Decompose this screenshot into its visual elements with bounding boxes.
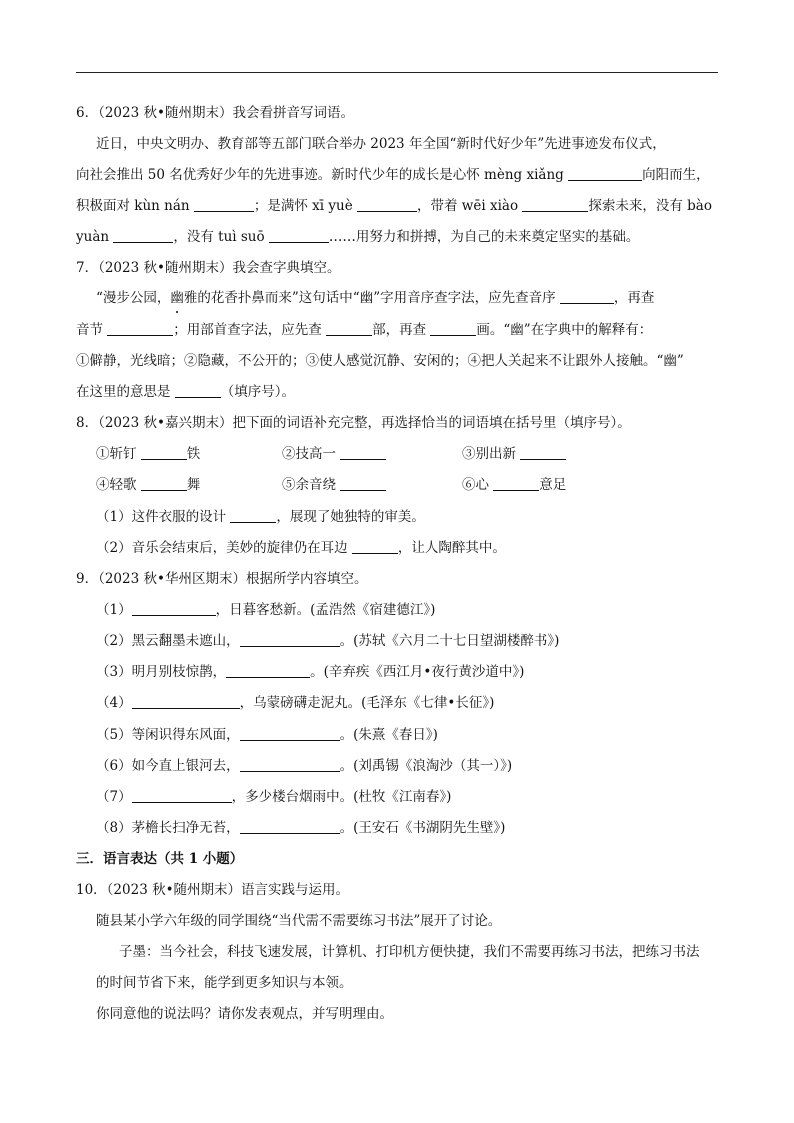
section-heading-3: 三．语言表达（共 1 小题） bbox=[76, 851, 244, 867]
q7-heading: 7．（2023 秋•随州期末）我会查字典填空。 bbox=[76, 260, 341, 276]
q9-item-7: （7） ，多少楼台烟雨中。(杜牧《江南春》) bbox=[96, 789, 452, 805]
q9-heading: 9．（2023 秋•华州区期末）根据所学内容填空。 bbox=[76, 571, 368, 587]
answer-blank[interactable] bbox=[240, 756, 340, 772]
answer-blank[interactable] bbox=[430, 320, 476, 336]
idiom-item: ③别出新 bbox=[462, 442, 566, 466]
q9-item-2: （2）黑云翻墨未遮山， 。(苏轼《六月二十七日望湖楼醉书》) bbox=[96, 633, 560, 649]
q7-line-2: 音节 ；用部首查字法，应先查 部，再查 画。“幽”在字典中的解释有： bbox=[76, 322, 653, 338]
answer-blank[interactable] bbox=[568, 165, 642, 181]
answer-blank[interactable] bbox=[522, 196, 588, 212]
idiom-item: ①斩钉 铁 bbox=[96, 446, 201, 462]
q10-line-4: 你同意他的说法吗？请你发表观点，并写明理由。 bbox=[96, 1006, 393, 1022]
answer-blank[interactable] bbox=[141, 444, 187, 460]
answer-blank[interactable] bbox=[141, 475, 187, 491]
answer-blank[interactable] bbox=[226, 662, 310, 678]
q9-item-1: （1） ，日暮客愁新。(孟浩然《宿建德江》) bbox=[96, 602, 436, 618]
q10-line-1: 随县某小学六年级的同学围绕“当代需不需要练习书法”展开了讨论。 bbox=[96, 913, 502, 929]
idiom-item: ⑤余音绕 bbox=[282, 473, 386, 497]
answer-blank[interactable] bbox=[240, 818, 340, 834]
q8-sentence-1: （1）这件衣服的设计 ，展现了她独特的审美。 bbox=[96, 509, 425, 525]
answer-blank[interactable] bbox=[520, 444, 566, 460]
q8-idiom-row-2 bbox=[0, 473, 794, 497]
answer-blank[interactable] bbox=[357, 196, 417, 212]
answer-blank[interactable] bbox=[326, 320, 372, 336]
q8-heading: 8．（2023 秋•嘉兴期末）把下面的词语补充完整，再选择恰当的词语填在括号里（填序号）。 bbox=[76, 415, 631, 431]
q7-line-1: “漫步公园，幽雅的花香扑鼻而来”这句话中“幽”字用音序查字法，应先查音序 ，再查 bbox=[96, 286, 654, 310]
answer-blank[interactable] bbox=[560, 288, 614, 304]
q8-idiom-row-1 bbox=[0, 442, 794, 466]
q6-line-1: 近日，中央文明办、教育部等五部门联合举办 2023 年全国“新时代好少年”先进事迹发布仪式， bbox=[96, 136, 666, 152]
q9-item-8: （8）茅檐长扫净无苔， 。(王安石《书湖阴先生壁》) bbox=[96, 820, 506, 836]
q6-line-2: 向社会推出 50 名优秀好少年的先进事迹。新时代少年的成长是心怀 mèng xiǎng 向阳而生， bbox=[76, 167, 710, 183]
answer-blank[interactable] bbox=[113, 227, 173, 243]
q9-item-5: （5）等闲识得东风面， 。(朱熹《春日》) bbox=[96, 727, 438, 743]
q6-heading: 6．（2023 秋•随州期末）我会看拼音写词语。 bbox=[76, 105, 354, 121]
q7-line-3: ①僻静，光线暗；②隐藏，不公开的；③使人感觉沉静、安闲的；④把人关起来不让跟外人接触。“幽” bbox=[76, 353, 684, 369]
idiom-item: ②技高一 bbox=[282, 442, 386, 466]
idiom-item: ④轻歌 舞 bbox=[96, 477, 201, 493]
answer-blank[interactable] bbox=[240, 725, 340, 741]
q7-line-4: 在这里的意思是 （填序号）。 bbox=[76, 384, 296, 400]
answer-blank[interactable] bbox=[132, 600, 216, 616]
answer-blank[interactable] bbox=[340, 444, 386, 460]
q10-line-3: 的时间节省下来，能学到更多知识与本领。 bbox=[96, 975, 353, 991]
emphasis-dot-char: 幽 bbox=[170, 286, 184, 310]
answer-blank[interactable] bbox=[132, 693, 240, 709]
q8-sentence-2: （2）音乐会结束后，美妙的旋律仍在耳边 ，让人陶醉其中。 bbox=[96, 540, 506, 556]
q10-line-2: 子墨：当今社会，科技飞速发展，计算机、打印机方便快捷，我们不需要再练习书法，把练习书法 bbox=[119, 944, 700, 960]
idiom-item: ⑥心 意足 bbox=[462, 477, 567, 493]
q10-heading: 10．（2023 秋•随州期末）语言实践与运用。 bbox=[76, 882, 350, 898]
q6-line-4: yuàn ，没有 tuì suō ……用努力和拼搏，为自己的未来奠定坚实的基础。 bbox=[76, 229, 640, 245]
answer-blank[interactable] bbox=[269, 227, 329, 243]
answer-blank[interactable] bbox=[352, 538, 398, 554]
answer-blank[interactable] bbox=[175, 382, 221, 398]
answer-blank[interactable] bbox=[340, 475, 386, 491]
q6-line-3: 积极面对 kùn nán ；是满怀 xī yuè ，带着 wēi xiào 探索未来，没有 bào bbox=[76, 198, 712, 214]
answer-blank[interactable] bbox=[230, 507, 276, 523]
answer-blank[interactable] bbox=[132, 787, 232, 803]
header-divider bbox=[76, 72, 718, 73]
q9-item-4: （4） ，乌蒙磅礴走泥丸。(毛泽东《七律•长征》) bbox=[96, 695, 495, 711]
answer-blank[interactable] bbox=[493, 475, 539, 491]
q9-item-6: （6）如今直上银河去， 。(刘禹锡《浪淘沙（其一）》) bbox=[96, 758, 513, 774]
answer-blank[interactable] bbox=[240, 631, 340, 647]
answer-blank[interactable] bbox=[107, 320, 173, 336]
q9-item-3: （3）明月别枝惊鹊， 。(辛弃疾《西江月•夜行黄沙道中》) bbox=[96, 664, 525, 680]
answer-blank[interactable] bbox=[194, 196, 254, 212]
